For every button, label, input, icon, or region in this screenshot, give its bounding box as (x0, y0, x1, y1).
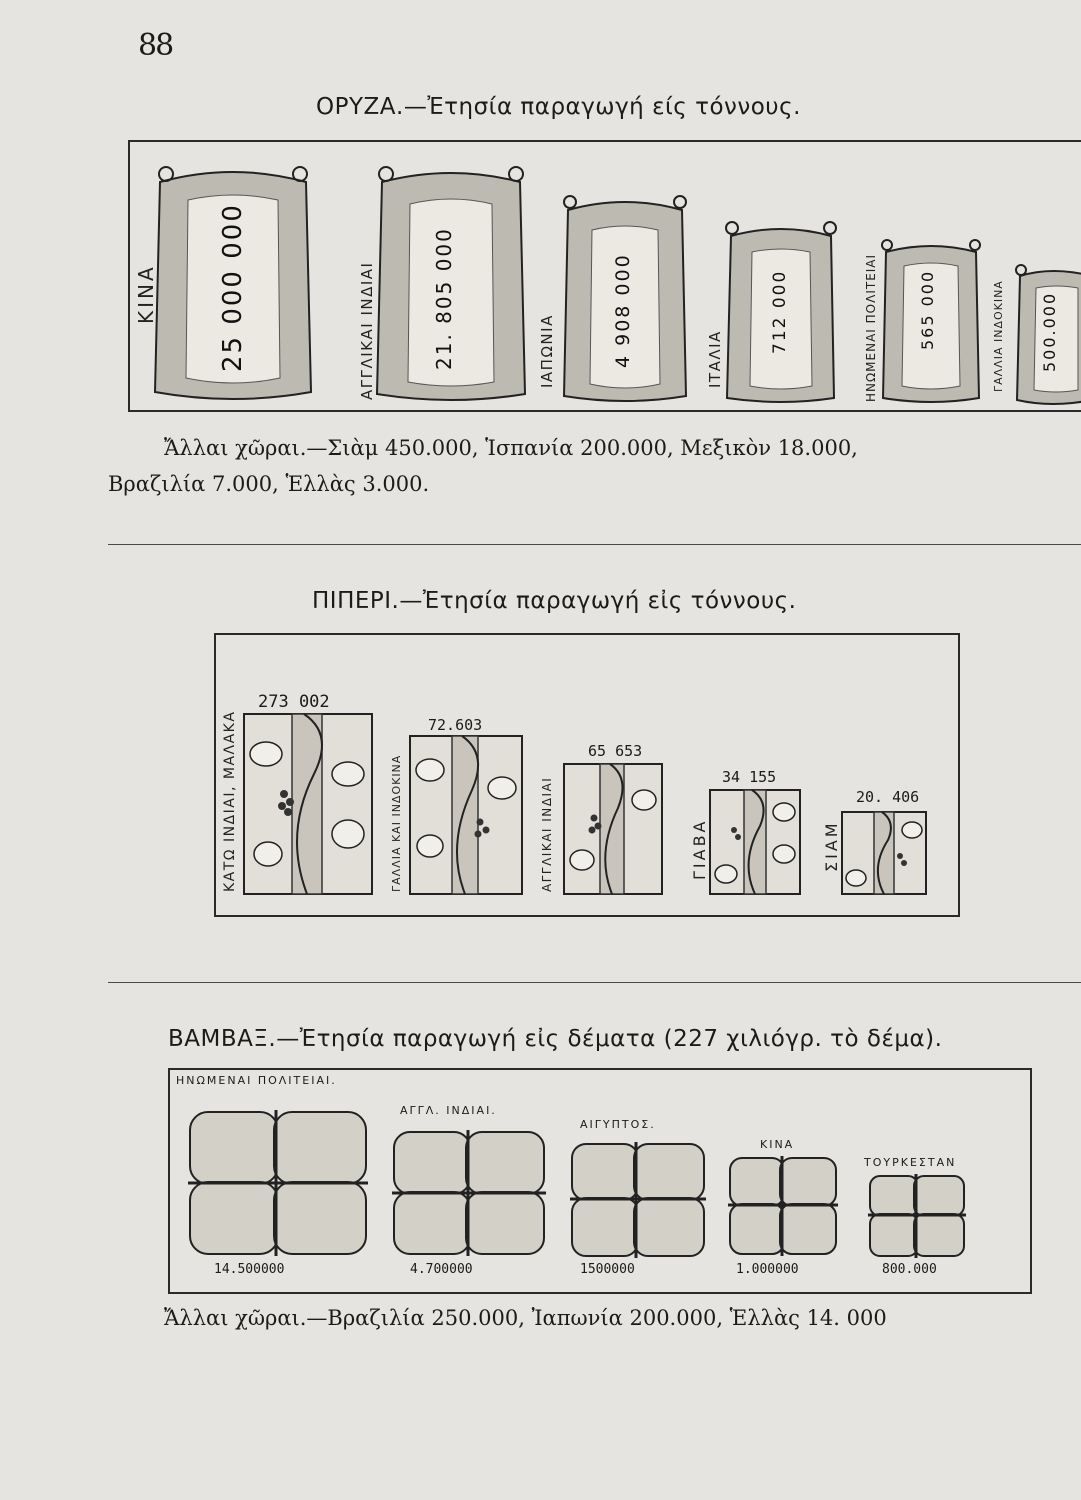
rice-other-countries-line1: Ἄλλαι χῶραι.—Σιὰμ 450.000, Ἱσπανία 200.000, Μεξικὸν 18.000, (164, 436, 858, 460)
rice-value: 712 000 (770, 269, 790, 354)
pepper-country-label: ΓΑΛΛΙΑ ΚΑΙ ΙΝΔΟΚΙΝΑ (390, 754, 403, 892)
pepper-value: 65 653 (588, 742, 643, 760)
rice-country-label: ΑΓΓΛΙΚΑΙ ΙΝΔΙΑΙ (358, 261, 376, 400)
pepper-vine-icon (564, 764, 664, 896)
rice-value: 500.000 (1040, 291, 1059, 372)
pepper-value: 20. 406 (856, 788, 920, 806)
pepper-title: ΠΙΠΕΡΙ.—Ἐτησία παραγωγή εἰς τόννους. (312, 588, 797, 614)
cotton-bale-icon (868, 1172, 968, 1260)
rice-title: ΟΡΥΖΑ.—Ἐτησία παραγωγή είς τόννους. (316, 94, 801, 120)
pepper-vine-icon (410, 736, 524, 896)
rice-country-label: ΙΑΠΩΝΙΑ (538, 314, 556, 388)
pepper-country-label: ΓΙΑΒΑ (690, 818, 709, 880)
rice-frame-top (128, 140, 1081, 142)
pepper-value: 34 155 (722, 768, 777, 786)
rice-country-label: ΚΙΝΑ (134, 264, 158, 324)
section-divider (108, 982, 1081, 983)
rice-value: 565 000 (918, 269, 937, 350)
cotton-country-label: ΑΙΓΥΠΤΟΣ. (580, 1118, 656, 1131)
rice-other-countries-line2: Βραζιλία 7.000, Ἑλλὰς 3.000. (108, 472, 430, 496)
cotton-bale-icon (570, 1138, 708, 1262)
cotton-value: 14.500000 (214, 1262, 285, 1277)
cotton-value: 1.000000 (736, 1262, 799, 1277)
page-number: 88 (138, 28, 173, 63)
pepper-vine-icon (710, 790, 802, 896)
cotton-country-label: ΤΟΥΡΚΕΣΤΑΝ (864, 1156, 957, 1169)
rice-value: 21. 805 000 (432, 227, 456, 370)
rice-country-label: ΗΝΩΜΕΝΑΙ ΠΟΛΙΤΕΙΑΙ (864, 253, 878, 402)
cotton-country-label: ΑΓΓΛ. ΙΝΔΙΑΙ. (400, 1104, 497, 1117)
cotton-other-countries: Ἄλλαι χῶραι.—Βραζιλία 250.000, Ἰαπωνία 200.000, Ἑλλὰς 14. 000 (164, 1306, 887, 1330)
cotton-bale-icon (392, 1124, 550, 1262)
cotton-bale-icon (188, 1100, 374, 1260)
cotton-value: 1500000 (580, 1262, 635, 1277)
rice-country-label: ΓΑΛΛΙΑ ΙΝΔΟΚΙΝΑ (992, 280, 1005, 392)
cotton-country-label: ΚΙΝΑ (760, 1138, 795, 1151)
pepper-value: 72.603 (428, 716, 483, 734)
pepper-vine-icon (244, 714, 374, 896)
pepper-value: 273 002 (258, 692, 330, 712)
pepper-vine-icon (842, 812, 928, 896)
cotton-title: ΒΑΜΒΑΞ.—Ἐτησία παραγωγή εἰς δέματα (227 χιλιόγρ. τὸ δέμα). (168, 1026, 943, 1052)
pepper-country-label: ΣΙΑΜ (822, 820, 841, 872)
rice-country-label: ΙΤΑΛΙΑ (706, 330, 724, 388)
cotton-value: 800.000 (882, 1262, 937, 1277)
rice-value: 4 908 000 (612, 253, 634, 368)
rice-frame-left (128, 140, 130, 412)
cotton-bale-icon (728, 1154, 840, 1260)
cotton-value: 4.700000 (410, 1262, 473, 1277)
pepper-country-label: ΑΓΓΛΙΚΑΙ ΙΝΔΙΑΙ (540, 776, 554, 892)
rice-value: 25 000 000 (218, 203, 248, 372)
rice-frame-bottom (128, 410, 1081, 412)
section-divider (108, 544, 1081, 545)
pepper-country-label: ΚΑΤΩ ΙΝΔΙΑΙ, ΜΑΛΑΚΑ (222, 710, 238, 892)
cotton-country-label: ΗΝΩΜΕΝΑΙ ΠΟΛΙΤΕΙΑΙ. (176, 1074, 337, 1087)
